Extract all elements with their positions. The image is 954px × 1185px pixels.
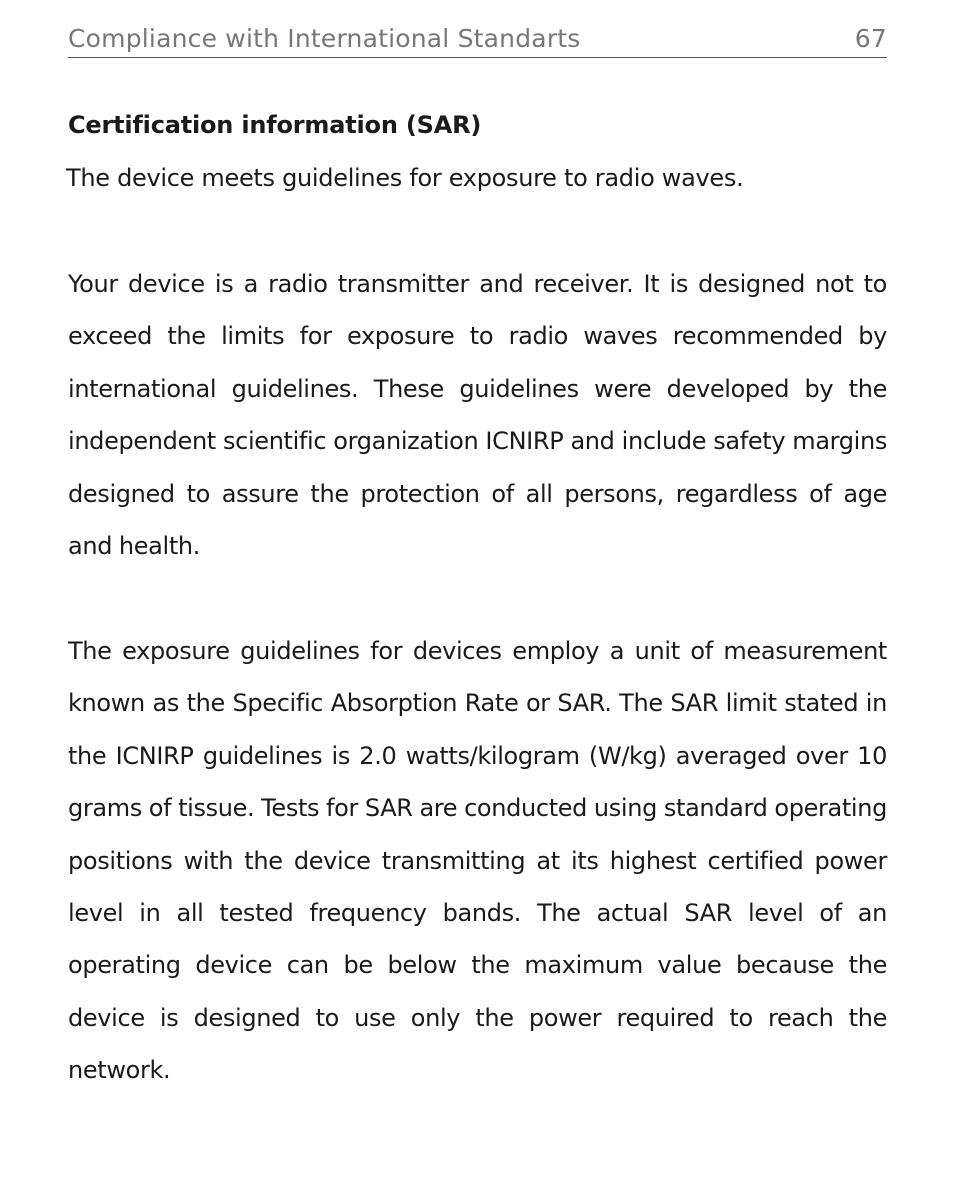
intro-paragraph: The device meets guidelines for exposure to radio waves. — [66, 164, 744, 192]
body-paragraph-2: The exposure guidelines for devices employ a unit of measurement known as the Specific Absorption Rate or SAR. The SAR limit stated in the ICNIRP guidelines is 2.0 watts/kilogram (W/kg) averaged over 10 grams of tissue. Tests for SAR are conducted using standard operating positions with the device transmitting at its highest certified power level in all tested frequency bands. The actual SAR level of an operating device can be below the maximum value because the device is designed to use only the power required to reach the network. — [68, 637, 887, 1085]
page-number: 67 — [854, 24, 887, 53]
section-heading: Certification information (SAR) — [68, 111, 482, 139]
running-header — [68, 22, 887, 58]
chapter-title: Compliance with International Standarts — [68, 24, 581, 53]
body-paragraph-1: Your device is a radio transmitter and receiver. It is designed not to exceed the limits for exposure to radio waves recommended by international guidelines. These guidelines were developed by the independent scientific organization ICNIRP and include safety margins designed to assure the protection of all persons, regardless of age and health. — [68, 270, 887, 561]
